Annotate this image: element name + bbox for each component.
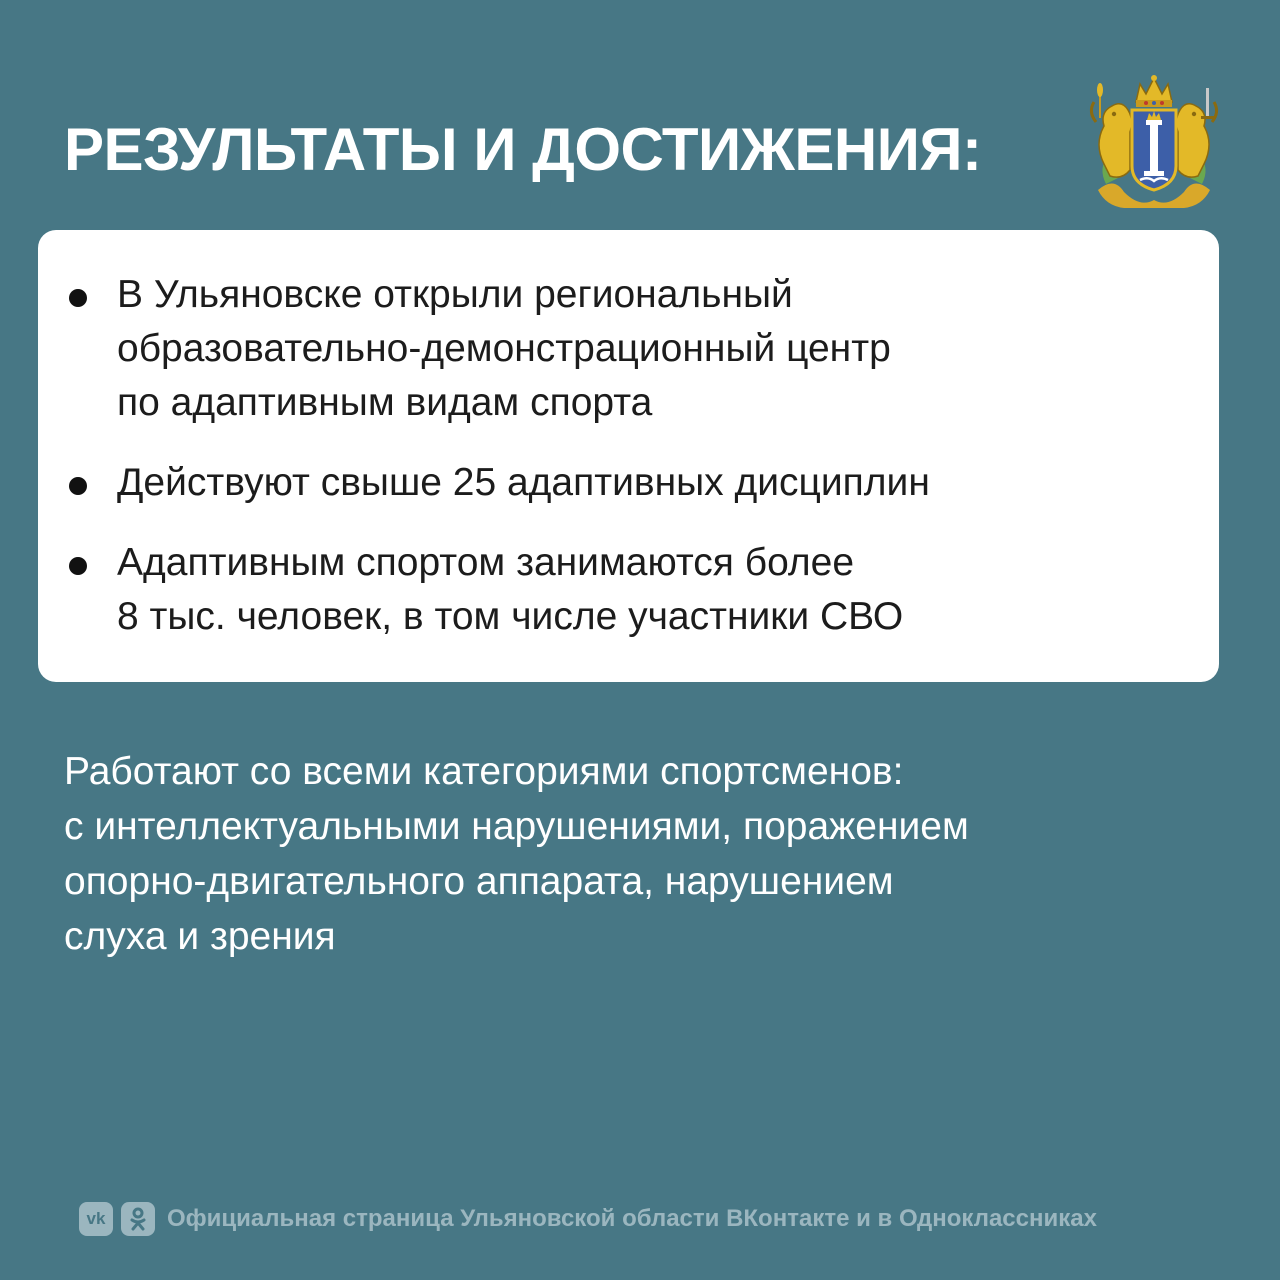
list-item-line: образовательно-демонстрационный центр [117,327,891,370]
vk-icon-glyph: vk [86,1209,106,1228]
page-title: РЕЗУЛЬТАТЫ И ДОСТИЖЕНИЯ: [64,116,982,183]
footer [79,1200,1097,1238]
description-line: опорно-двигательного аппарата, нарушением [64,860,894,903]
list-item [38,456,1219,510]
description-line: Работают со всеми категориями спортсменов: [64,750,904,793]
list-item-line: по адаптивным видам спорта [117,381,653,424]
list-item-line: 8 тыс. человек, в том числе участники СВО [117,595,904,638]
list-item [38,536,1219,644]
list-item [38,268,1219,430]
description-text [64,744,969,964]
achievements-card [38,230,1219,682]
bullet-icon [69,477,87,495]
list-item-line: В Ульяновске открыли региональный [117,273,793,316]
bullet-icon [69,557,87,575]
ulyanovsk-coat-of-arms-icon [1084,72,1224,212]
bullet-icon [69,289,87,307]
description-line: слуха и зрения [64,915,336,958]
description-line: с интеллектуальными нарушениями, поражением [64,805,969,848]
list-item-line: Действуют свыше 25 адаптивных дисциплин [117,461,930,504]
vk-icon[interactable] [79,1202,113,1236]
odnoklassniki-icon[interactable] [121,1202,155,1236]
footer-text: Официальная страница Ульяновской области ВКонтакте и в Одноклассниках [167,1205,1097,1232]
list-item-line: Адаптивным спортом занимаются более [117,541,855,584]
achievements-list [38,268,1219,670]
